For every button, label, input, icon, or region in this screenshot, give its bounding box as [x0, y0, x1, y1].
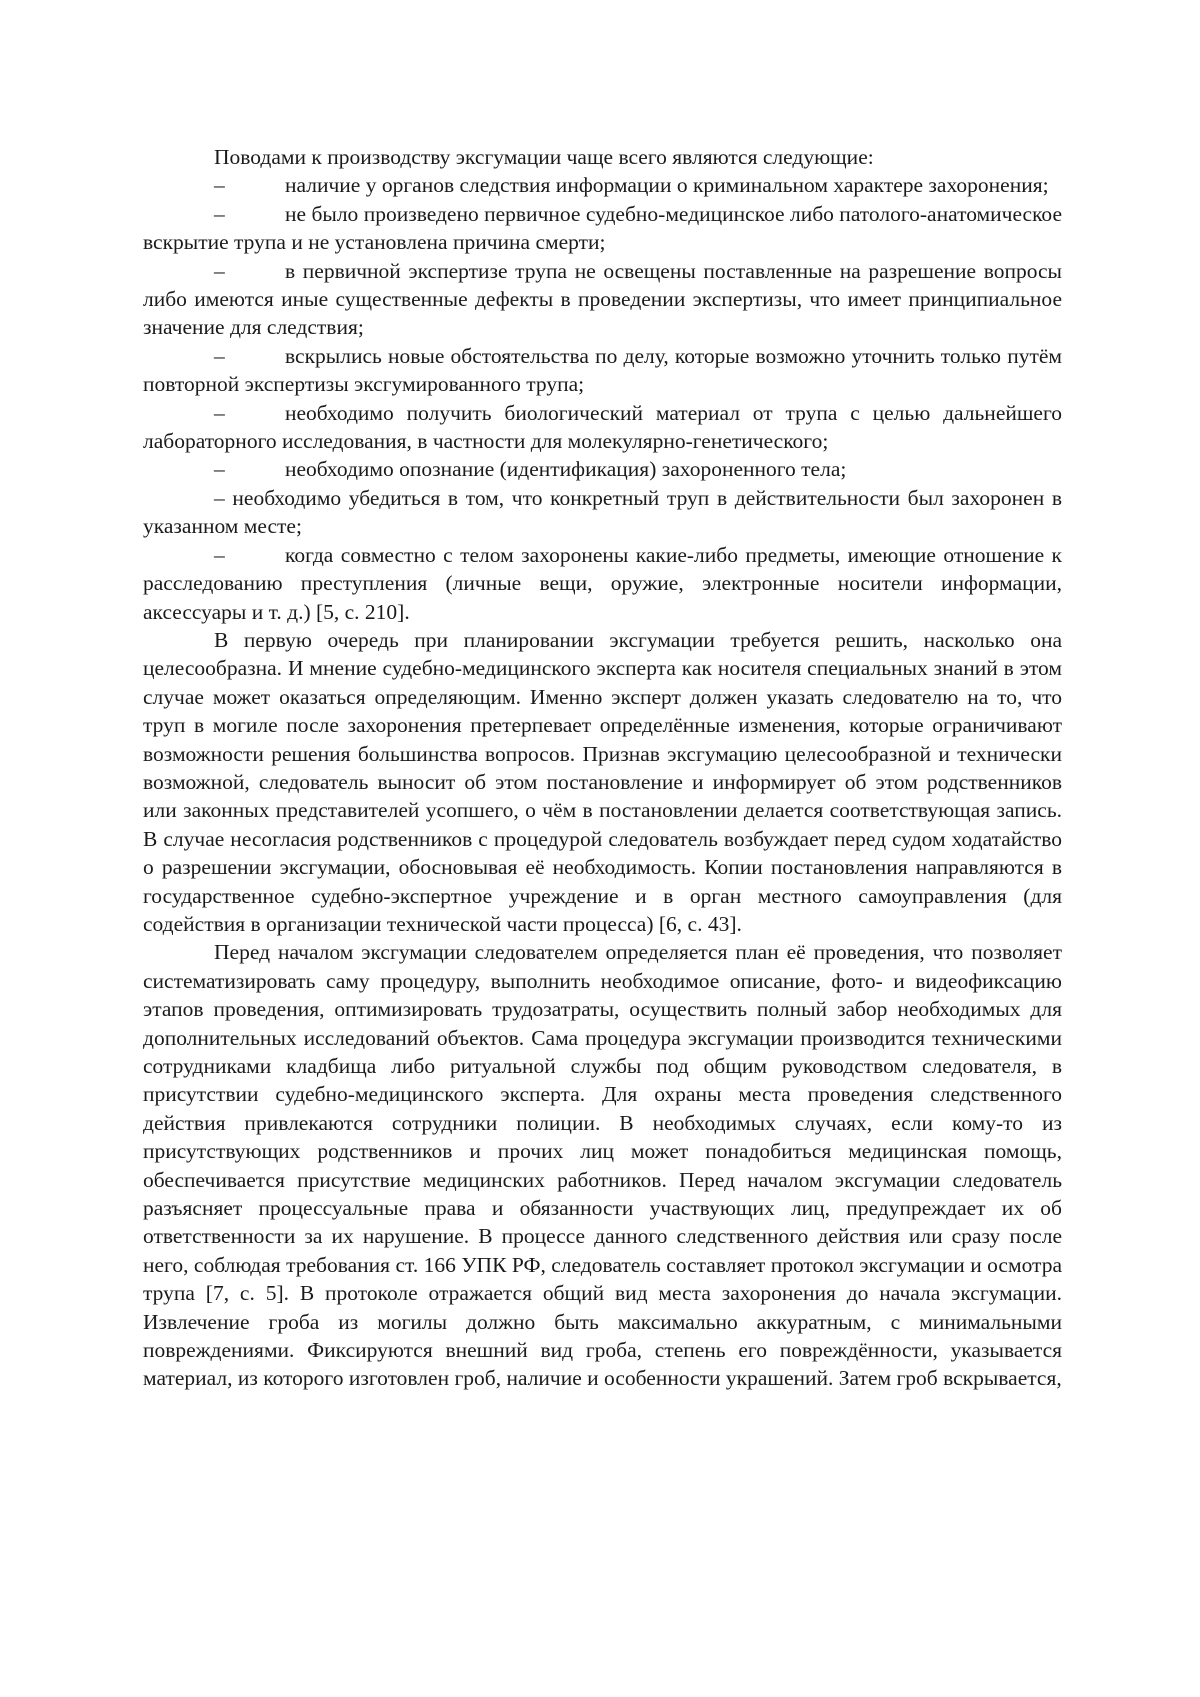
list-marker: –: [214, 542, 225, 567]
body-paragraph: Перед началом эксгумации следователем определяется план её проведения, что позволяет систематизировать саму процедуру, выполнить необходимое описание, фото- и видеофиксацию этапов проведения, оптимизировать трудозатраты, осуществить полный забор необходимых для дополнительных исследований объектов. Сама процедура эксгумации производится техническими сотрудниками кладбища либо ритуальной службы под общим руководством следователя, в присутствии судебно-медицинского эксперта. Для охраны места проведения следственного действия привлекаются сотрудники полиции. В необходимых случаях, если кому-то из присутствующих родственников и прочих лиц может понадобиться медицинская помощь, обеспечивается присутствие медицинских работников. Перед началом эксгумации следователь разъясняет процессуальные права и обязанности участвующих лиц, предупреждает их об ответственности за их нарушение. В процессе данного следственного действия или сразу после него, соблюдая требования ст. 166 УПК РФ, следователь составляет протокол эксгумации и осмотра трупа [7, с. 5]. В протоколе отражается общий вид места захоронения до начала эксгумации. Извлечение гроба из могилы должно быть максимально аккуратным, с минимальными повреждениями. Фиксируются внешний вид гроба, степень его повреждённости, указывается материал, из которого изготовлен гроб, наличие и особенности украшений. Затем гроб вскрывается,: [143, 940, 1062, 1391]
list-item: [143, 342, 1062, 399]
list-marker: –: [214, 201, 225, 226]
list-item: [143, 171, 1062, 199]
list-item-text: наличие у органов следствия информации о криминальном характере захоронения;: [285, 173, 1049, 198]
list-marker: –: [214, 400, 225, 425]
list-item: [143, 399, 1062, 456]
list-item-text: необходимо получить биологический материал от трупа с целью дальнейшего лабораторного исследования, в частности для молекулярно-генетического;: [143, 400, 1062, 454]
list-item-text: когда совместно с телом захоронены какие-либо предметы, имеющие отношение к расследованию преступления (личные вещи, оружие, электронные носители информации, аксессуары и т. д.) [5, с. 210].: [143, 542, 1062, 624]
list-item-inline: – необходимо убедиться в том, что конкретный труп в действительности был захоронен в указанном месте;: [143, 485, 1062, 539]
list-item: [143, 200, 1062, 257]
intro-paragraph: Поводами к производству эксгумации чаще всего являются следующие:: [214, 145, 874, 169]
list-item-text: вскрылись новые обстоятельства по делу, которые возможно уточнить только путём повторной экспертизы эксгумированного трупа;: [143, 343, 1062, 397]
list-marker: –: [214, 343, 225, 368]
list-item: [143, 541, 1062, 626]
list-marker: –: [214, 258, 225, 283]
document-body: [143, 143, 1062, 1393]
list-item: [143, 455, 1062, 483]
body-paragraph: В первую очередь при планировании эксгумации требуется решить, насколько она целесообразна. И мнение судебно-медицинского эксперта как носителя специальных знаний в этом случае может оказаться определяющим. Именно эксперт должен указать следователю на то, что труп в могиле после захоронения претерпевает определённые изменения, которые ограничивают возможности решения большинства вопросов. Признав эксгумацию целесообразной и технически возможной, следователь выносит об этом постановление и информирует об этом родственников или законных представителей усопшего, о чём в постановлении делается соответствующая запись. В случае несогласия родственников с процедурой следователь возбуждает перед судом ходатайство о разрешении эксгумации, обосновывая её необходимость. Копии постановления направляются в государственное судебно-экспертное учреждение и в орган местного самоуправления (для содействия в организации технической части процесса) [6, с. 43].: [143, 627, 1062, 936]
list-marker: –: [214, 457, 225, 482]
list-item-text: в первичной экспертизе трупа не освещены поставленные на разрешение вопросы либо имеются иные существенные дефекты в проведении экспертизы, что имеет принципиальное значение для следствия;: [143, 258, 1062, 340]
list-item: [143, 257, 1062, 342]
list-item-text: необходимо опознание (идентификация) захороненного тела;: [285, 457, 847, 482]
list-marker: –: [214, 173, 225, 198]
list-item-text: не было произведено первичное судебно-медицинское либо патолого-анатомическое вскрытие трупа и не установлена причина смерти;: [143, 201, 1062, 255]
